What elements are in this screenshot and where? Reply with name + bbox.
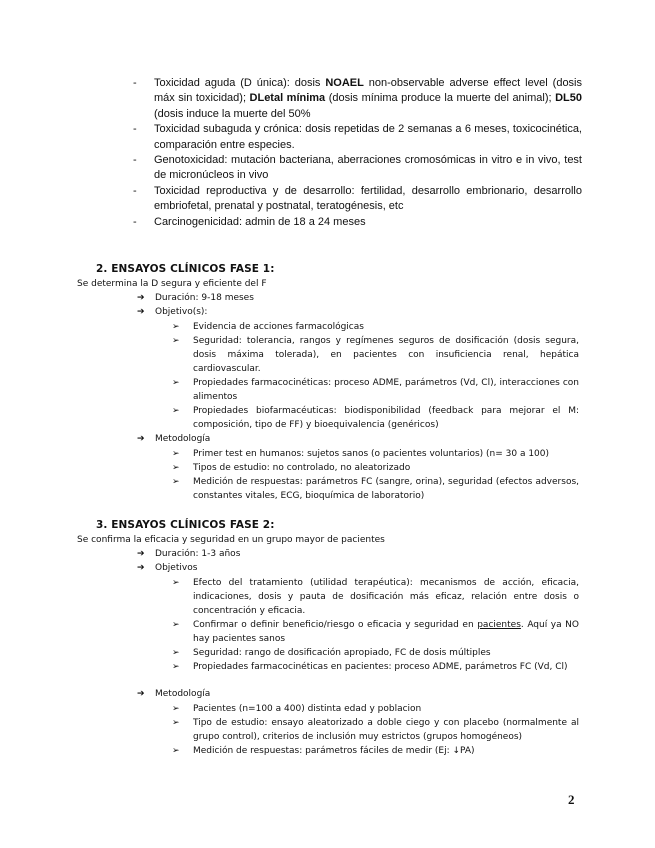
section-intro: Se determina la D segura y eficiente del F bbox=[77, 279, 267, 289]
list-item: ➢ Efecto del tratamiento (utilidad terapéutica): mecanismos de acción, eficacia, indicaciones, dosis y pauta de dosificación más eficaz, relación entre dosis o concentración y eficacia. bbox=[172, 578, 579, 616]
dash-bullet: - bbox=[133, 184, 137, 197]
sub-list bbox=[172, 702, 579, 758]
dash-bullet: - bbox=[133, 77, 137, 89]
list-item: ➢ Primer test en humanos: sujetos sanos (o pacientes voluntarios) (n= 30 a 100) bbox=[172, 449, 550, 459]
sub-bullet-icon: ➢ bbox=[172, 704, 180, 714]
underlined-term: pacientes bbox=[477, 620, 521, 630]
bold-term: DL50 bbox=[555, 92, 582, 105]
list-item: - Toxicidad reproductiva y de desarrollo: fertilidad, desarrollo embrionario, desarrollo embriofetal, prenatal y postnatal, teratogénesis, etc bbox=[133, 184, 582, 213]
list-item: - Carcinogenicidad: admin de 18 a 24 meses bbox=[130, 215, 582, 230]
list-item: ➢ Seguridad: rango de dosificación apropiado, FC de dosis múltiples bbox=[172, 648, 491, 658]
sub-list bbox=[172, 320, 579, 432]
list-item: ➢ Propiedades farmacocinéticas en pacientes: proceso ADME, parámetros FC (Vd, Cl) bbox=[172, 662, 568, 672]
sub-bullet-icon: ➢ bbox=[172, 322, 180, 332]
list-item: ➔ Objetivo(s): bbox=[137, 307, 208, 317]
list-item: ➔ Duración: 9-18 meses bbox=[137, 293, 254, 303]
arrow-icon: ➔ bbox=[137, 549, 145, 559]
arrow-icon: ➔ bbox=[137, 689, 145, 699]
sub-bullet-icon: ➢ bbox=[172, 662, 180, 672]
arrow-icon: ➔ bbox=[137, 307, 145, 317]
page-number: 2 bbox=[568, 792, 575, 807]
sub-bullet-icon: ➢ bbox=[172, 449, 180, 459]
sub-bullet-icon: ➢ bbox=[172, 648, 180, 658]
arrow-icon: ➔ bbox=[137, 434, 145, 444]
list-item: ➢ Medición de respuestas: parámetros FC (sangre, orina), seguridad (efectos adversos, constantes vitales, ECG, bioquímica de laboratorio) bbox=[172, 477, 579, 501]
sub-bullet-icon: ➢ bbox=[172, 746, 180, 756]
list-item: - Toxicidad subaguda y crónica: dosis repetidas de 2 semanas a 6 meses, toxicocinética, comparación entre especies. bbox=[133, 123, 582, 151]
sub-bullet-icon: ➢ bbox=[172, 477, 180, 487]
arrow-icon: ➔ bbox=[137, 293, 145, 303]
sub-bullet-icon: ➢ bbox=[172, 378, 180, 388]
sub-bullet-icon: ➢ bbox=[172, 718, 180, 728]
dash-bullet: - bbox=[133, 154, 137, 167]
bold-term: NOAEL bbox=[325, 77, 364, 89]
section-heading: 2. ENSAYOS CLÍNICOS FASE 1: bbox=[96, 263, 275, 275]
dash-bullet: - bbox=[133, 215, 137, 228]
toxicity-list bbox=[130, 76, 582, 230]
bold-term: DLetal mínima bbox=[249, 92, 326, 105]
section-heading: 3. ENSAYOS CLÍNICOS FASE 2: bbox=[96, 519, 275, 531]
sub-bullet-icon: ➢ bbox=[172, 406, 180, 416]
list-item: ➔ Metodología bbox=[137, 689, 211, 699]
sub-bullet-icon: ➢ bbox=[172, 463, 180, 473]
dash-bullet: - bbox=[133, 123, 137, 136]
list-item: ➔ Metodología bbox=[137, 434, 211, 444]
list-item: - Toxicidad aguda (D única): dosis NOAEL non-observable adverse effect level (dosis máx sin toxicidad); DLetal mínima (dosis mínima produce la muerte del animal); DL50 (dosis induce la muerte del 50% bbox=[133, 77, 583, 120]
arrow-icon: ➔ bbox=[137, 563, 145, 573]
list-item: ➢ Pacientes (n=100 a 400) distinta edad y poblacion bbox=[172, 704, 422, 714]
list-item: ➔ Objetivos bbox=[137, 563, 198, 573]
list-item: ➢ Seguridad: tolerancia, rangos y regímenes seguros de dosificación (dosis segura, dosis máxima tolerada), en pacientes con insuficiencia renal, hepática cardiovascular. bbox=[172, 336, 579, 374]
sub-bullet-icon: ➢ bbox=[172, 578, 180, 588]
list-item: ➢ Tipos de estudio: no controlado, no aleatorizado bbox=[172, 463, 411, 473]
sub-bullet-icon: ➢ bbox=[172, 620, 180, 630]
section-intro: Se confirma la eficacia y seguridad en un grupo mayor de pacientes bbox=[77, 535, 385, 545]
sub-bullet-icon: ➢ bbox=[172, 336, 180, 346]
list-item: ➢ Propiedades farmacocinéticas: proceso ADME, parámetros (Vd, Cl), interacciones con alimentos bbox=[172, 378, 579, 402]
sub-list bbox=[172, 447, 579, 503]
list-item: ➔ Duración: 1-3 años bbox=[137, 549, 241, 559]
list-item: ➢ Medición de respuestas: parámetros fáciles de medir (Ej: ↓PA) bbox=[172, 746, 475, 756]
sub-list bbox=[172, 576, 579, 674]
list-item: ➢ Tipo de estudio: ensayo aleatorizado a doble ciego y con placebo (normalmente al grupo control), criterios de inclusión muy estrictos (grupos homogéneos) bbox=[172, 718, 579, 742]
list-item: ➢ Propiedades biofarmacéuticas: biodisponibilidad (feedback para mejorar el M: composición, tipo de FF) y bioequivalencia (genéricos) bbox=[172, 406, 579, 430]
list-item: - Genotoxicidad: mutación bacteriana, aberraciones cromosómicas in vitro e in vivo, test de micronúcleos in vivo bbox=[133, 154, 582, 182]
list-item: ➢ Confirmar o definir beneficio/riesgo o eficacia y seguridad en pacientes. Aquí ya NO hay pacientes sanos bbox=[172, 620, 579, 644]
list-item: ➢ Evidencia de acciones farmacológicas bbox=[172, 322, 364, 332]
